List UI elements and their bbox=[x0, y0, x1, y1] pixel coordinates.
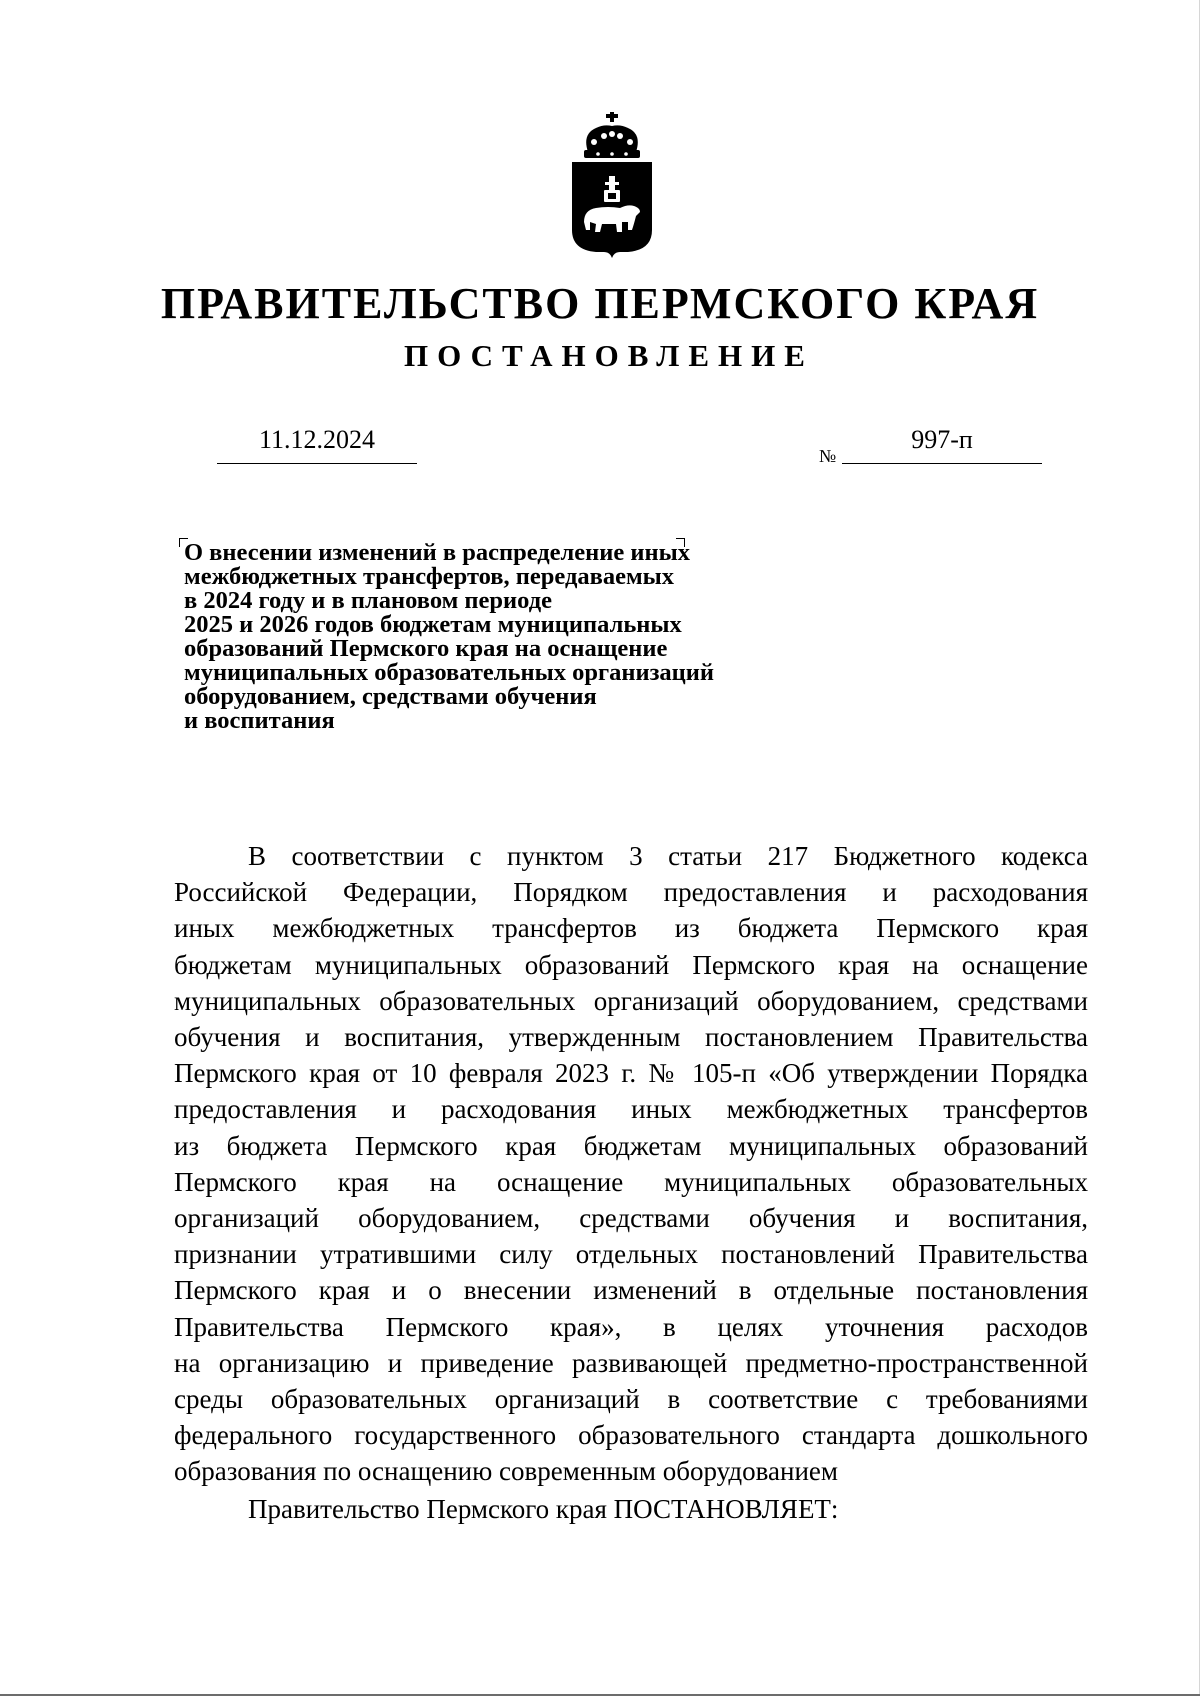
number-sign: № bbox=[819, 446, 837, 466]
subject-line: межбюджетных трансфертов, передаваемых bbox=[184, 563, 675, 590]
body-line: обучения и воспитания, утвержденным постановлением Правительства bbox=[174, 1022, 1088, 1053]
date-underline bbox=[217, 463, 417, 464]
subject-line: муниципальных образовательных организаций bbox=[184, 659, 715, 686]
body-line: образования по оснащению современным оборудованием bbox=[174, 1456, 838, 1487]
body-line: Правительства Пермского края», в целях уточнения расходов bbox=[174, 1311, 1088, 1342]
body-line: организаций оборудованием, средствами обучения и воспитания, bbox=[174, 1203, 1088, 1234]
subject-line: О внесении изменений в распределение иных bbox=[184, 539, 690, 566]
body-line: среды образовательных организаций в соответствие с требованиями bbox=[174, 1384, 1088, 1415]
body-line: бюджетам муниципальных образований Пермского края на оснащение bbox=[174, 949, 1088, 980]
perm-krai-coat-of-arms-icon bbox=[568, 112, 656, 262]
body-line: на организацию и приведение развивающей предметно-пространственной bbox=[174, 1347, 1088, 1378]
body-line: Пермского края от 10 февраля 2023 г. № 105-п «Об утверждении Порядка bbox=[174, 1058, 1088, 1089]
document-type-title: ПОСТАНОВЛЕНИЕ bbox=[404, 338, 814, 373]
body-line: из бюджета Пермского края бюджетам муниципальных образований bbox=[174, 1130, 1088, 1161]
body-line: Пермского края на оснащение муниципальных образовательных bbox=[174, 1166, 1088, 1197]
subject-line: 2025 и 2026 годов бюджетам муниципальных bbox=[184, 611, 682, 638]
body-line: иных межбюджетных трансфертов из бюджета Пермского края bbox=[174, 913, 1088, 944]
document-number: 997-п bbox=[911, 425, 973, 454]
body-line: федерального государственного образовательного стандарта дошкольного bbox=[174, 1420, 1088, 1451]
body-line: Российской Федерации, Порядком предоставления и расходования bbox=[174, 877, 1088, 908]
preamble-paragraph bbox=[174, 838, 1088, 1490]
document-subject bbox=[184, 541, 714, 733]
body-line: Пермского края и о внесении изменений в отдельные постановления bbox=[174, 1275, 1088, 1306]
number-underline bbox=[842, 463, 1042, 464]
body-line: муниципальных образовательных организаций оборудованием, средствами bbox=[174, 985, 1088, 1016]
body-line: предоставления и расходования иных межбюджетных трансфертов bbox=[174, 1094, 1088, 1125]
document-date: 11.12.2024 bbox=[258, 425, 376, 454]
resolution-statement: Правительство Пермского края ПОСТАНОВЛЯЕТ: bbox=[248, 1494, 839, 1524]
body-line: В соответствии с пунктом 3 статьи 217 Бюджетного кодекса bbox=[248, 841, 1088, 871]
subject-line: образований Пермского края на оснащение bbox=[184, 635, 668, 662]
subject-line: в 2024 году и в плановом периоде bbox=[184, 587, 552, 614]
subject-line: и воспитания bbox=[184, 707, 335, 734]
organization-title: ПРАВИТЕЛЬСТВО ПЕРМСКОГО КРАЯ bbox=[160, 279, 1040, 328]
body-line: признании утратившими силу отдельных постановлений Правительства bbox=[174, 1239, 1088, 1270]
subject-line: оборудованием, средствами обучения bbox=[184, 683, 597, 710]
